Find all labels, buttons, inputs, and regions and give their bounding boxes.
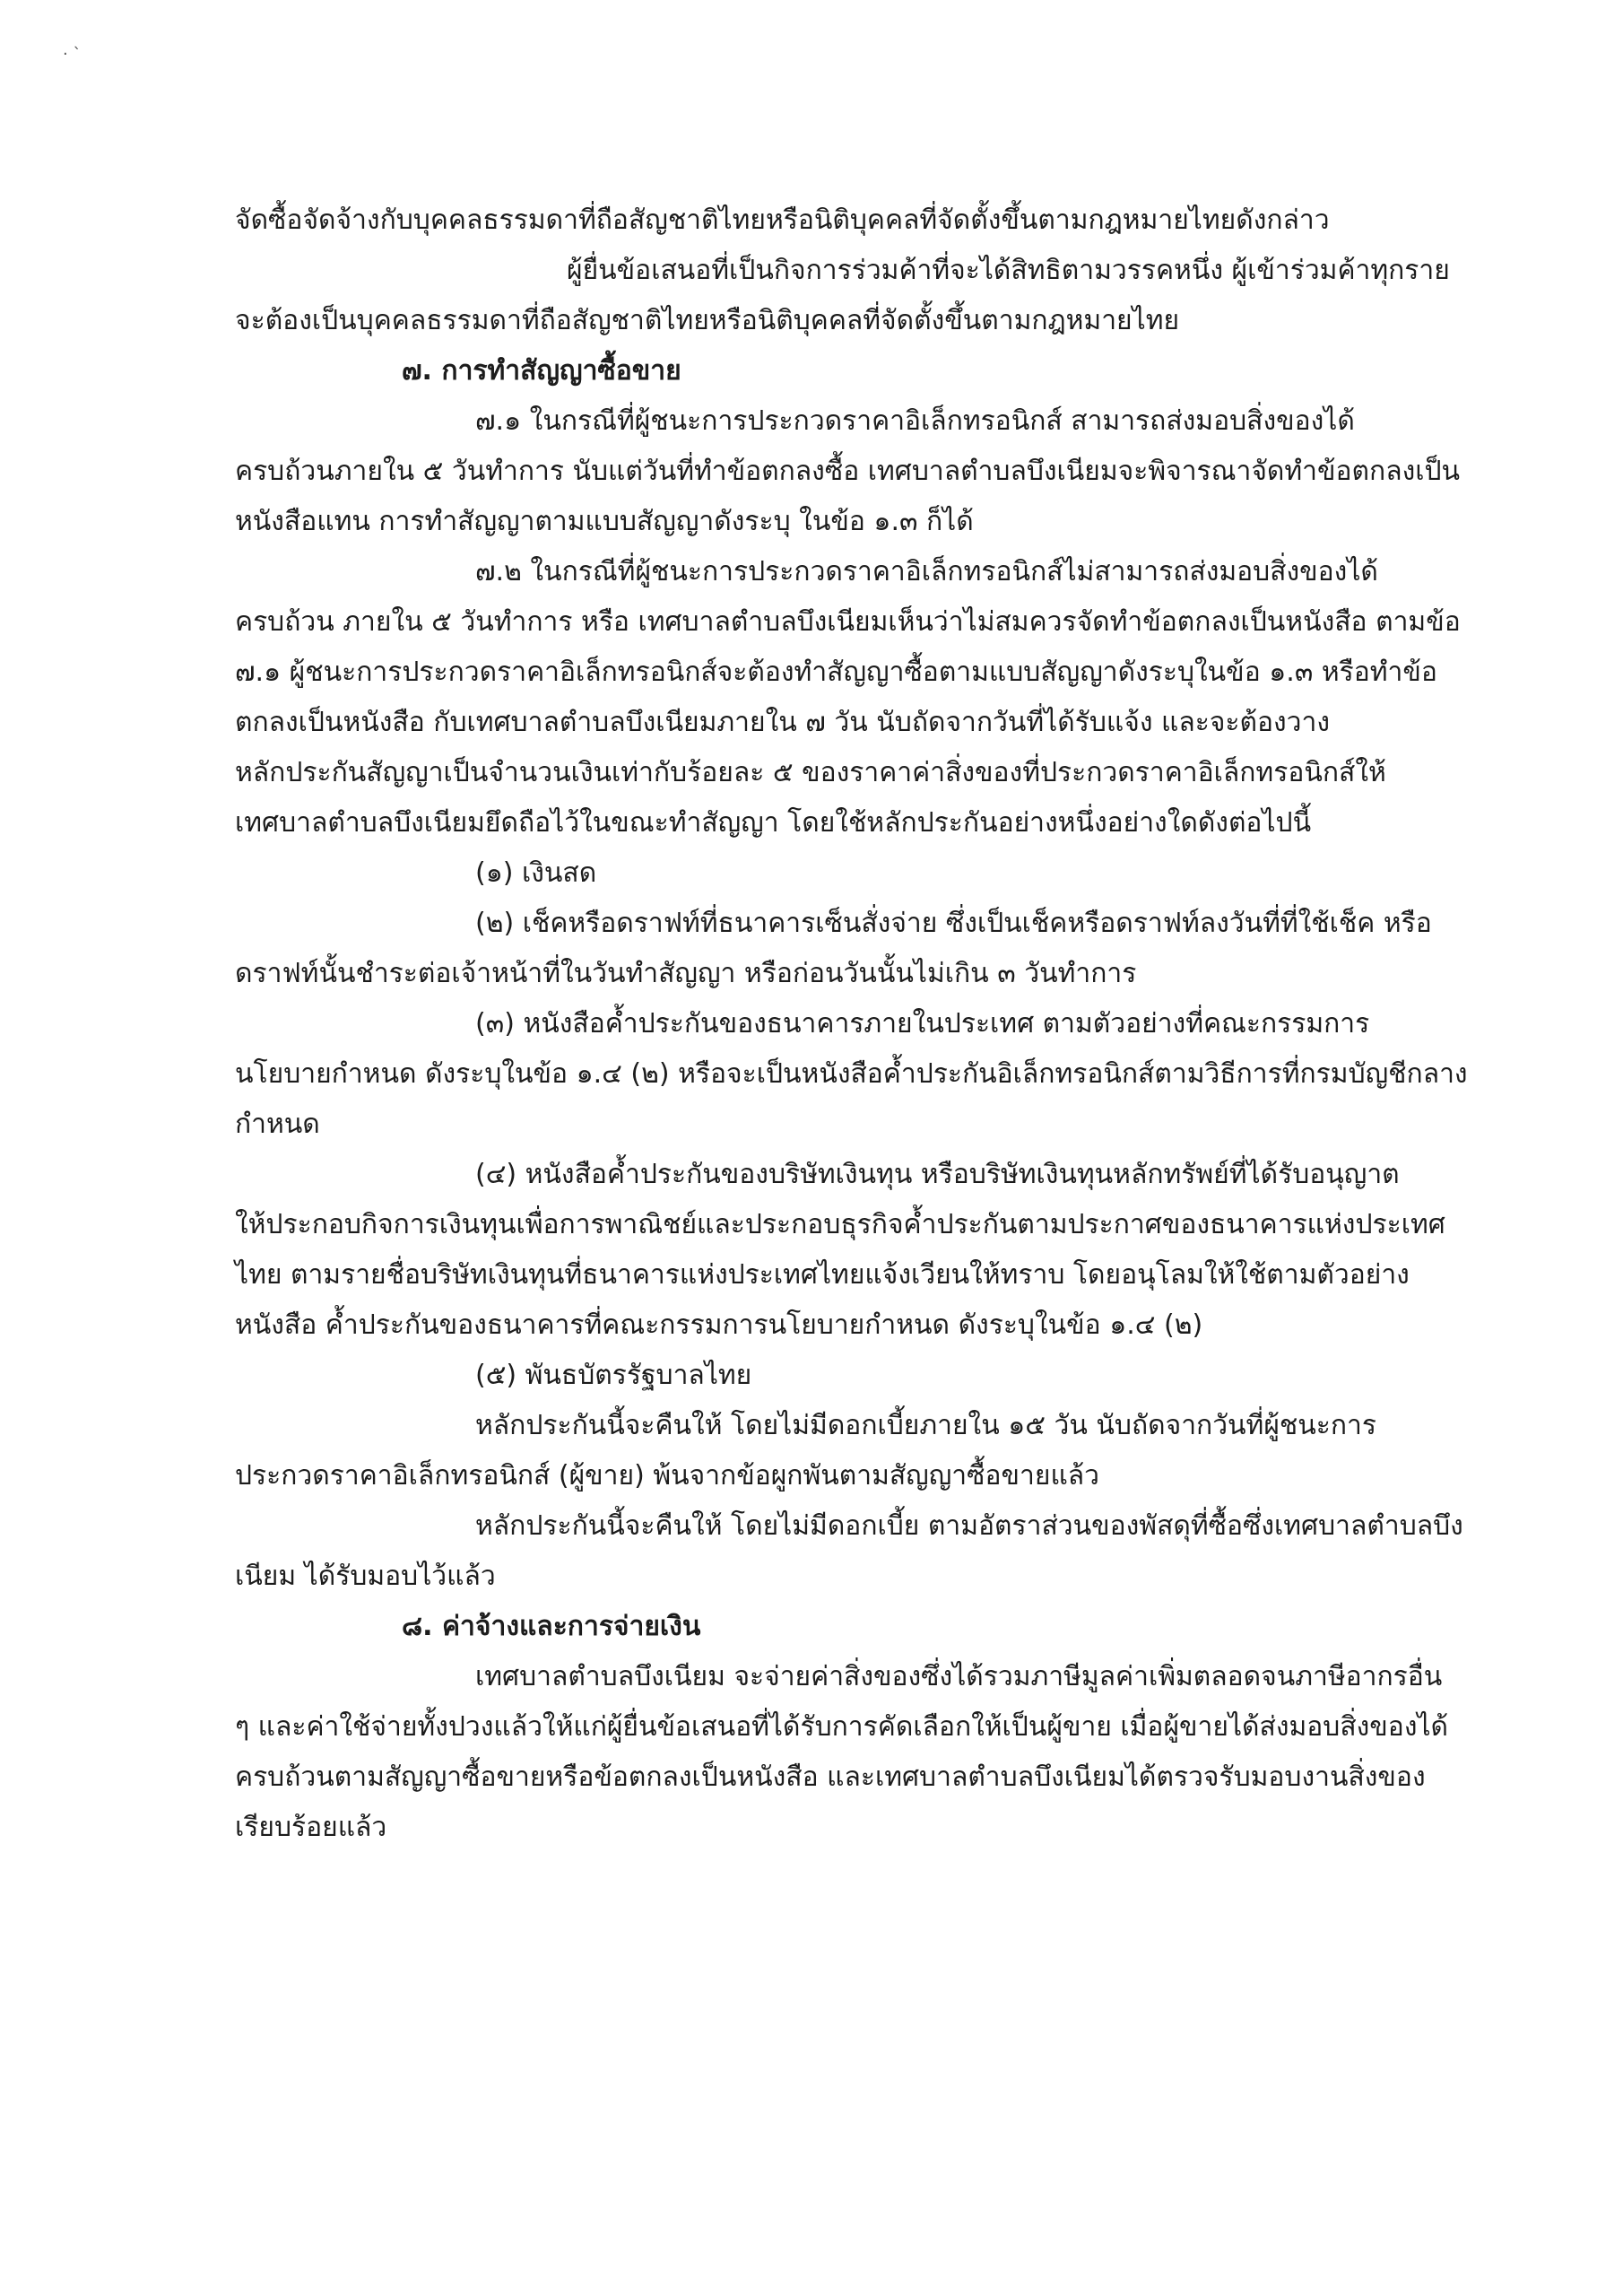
text-line: จะต้องเป็นบุคคลธรรมดาที่ถือสัญชาติไทยหรือนิติบุคคลที่จัดตั้งขึ้นตามกฎหมายไทย [235,305,1180,336]
text-line: ประกวดราคาอิเล็กทรอนิกส์ (ผู้ขาย) พ้นจากข้อผูกพันตามสัญญาซื้อขายแล้ว [235,1460,1100,1492]
text-line: หนังสือ ค้ำประกันของธนาคารที่คณะกรรมการนโยบายกำหนด ดังระบุในข้อ ๑.๔ (๒) [235,1309,1203,1341]
text-line: ตกลงเป็นหนังสือ กับเทศบาลตำบลบึงเนียมภายใน ๗ วัน นับถัดจากวันที่ได้รับแจ้ง และจะต้องวาง [235,707,1331,738]
text-line: (๓) หนังสือค้ำประกันของธนาคารภายในประเทศ ตามตัวอย่างที่คณะกรรมการ [475,1008,1370,1039]
text-line: เทศบาลตำบลบึงเนียมยึดถือไว้ในขณะทำสัญญา โดยใช้หลักประกันอย่างหนึ่งอย่างใดดังต่อไปนี้ [235,807,1312,839]
text-line: ดราฟท์นั้นชำระต่อเจ้าหน้าที่ในวันทำสัญญา หรือก่อนวันนั้นไม่เกิน ๓ วันทำการ [235,958,1137,989]
text-line: นโยบายกำหนด ดังระบุในข้อ ๑.๔ (๒) หรือจะเป็นหนังสือค้ำประกันอิเล็กทรอนิกส์ตามวิธีการที่กรมบัญชีกลาง [235,1058,1468,1090]
text-line: (๔) หนังสือค้ำประกันของบริษัทเงินทุน หรือบริษัทเงินทุนหลักทรัพย์ที่ได้รับอนุญาต [475,1159,1400,1190]
text-line: กำหนด [235,1109,320,1140]
text-line: ครบถ้วนภายใน ๕ วันทำการ นับแต่วันที่ทำข้อตกลงซื้อ เทศบาลตำบลบึงเนียมจะพิจารณาจัดทำข้อตกลงเป็น [235,456,1461,487]
text-line: ๗.๑ ผู้ชนะการประกวดราคาอิเล็กทรอนิกส์จะต้องทำสัญญาซื้อตามแบบสัญญาดังระบุในข้อ ๑.๓ หรือทำข้อ [235,657,1437,688]
scan-marks: · ˋ [63,45,82,64]
text-line: เทศบาลตำบลบึงเนียม จะจ่ายค่าสิ่งของซึ่งได้รวมภาษีมูลค่าเพิ่มตลอดจนภาษีอากรอื่น [475,1661,1443,1692]
text-line: เรียบร้อยแล้ว [235,1812,387,1843]
text-line: (๑) เงินสด [475,857,597,889]
text-line: ครบถ้วน ภายใน ๕ วันทำการ หรือ เทศบาลตำบลบึงเนียมเห็นว่าไม่สมควรจัดทำข้อตกลงเป็นหนังสือ ตามข้อ [235,606,1461,638]
text-line: (๕) พันธบัตรรัฐบาลไทย [475,1360,752,1391]
text-line: หลักประกันนี้จะคืนให้ โดยไม่มีดอกเบี้ยภายใน ๑๕ วัน นับถัดจากวันที่ผู้ชนะการ [475,1410,1377,1441]
text-line: ผู้ยื่นข้อเสนอที่เป็นกิจการร่วมค้าที่จะได้สิทธิตามวรรคหนึ่ง ผู้เข้าร่วมค้าทุกราย [567,255,1450,286]
text-line: ครบถ้วนตามสัญญาซื้อขายหรือข้อตกลงเป็นหนังสือ และเทศบาลตำบลบึงเนียมได้ตรวจรับมอบงานสิ่งของ [235,1761,1426,1793]
text-line: ๗.๑ ในกรณีที่ผู้ชนะการประกวดราคาอิเล็กทรอนิกส์ สามารถส่งมอบสิ่งของได้ [475,405,1355,437]
section-heading-7: ๗. การทำสัญญาซื้อขาย [402,355,681,387]
text-line: เนียม ได้รับมอบไว้แล้ว [235,1561,496,1592]
text-line: ๗.๒ ในกรณีที่ผู้ชนะการประกวดราคาอิเล็กทรอนิกส์ไม่สามารถส่งมอบสิ่งของได้ [475,556,1378,587]
text-line: ไทย ตามรายชื่อบริษัทเงินทุนที่ธนาคารแห่งประเทศไทยแจ้งเวียนให้ทราบ โดยอนุโลมให้ใช้ตามตัวอย่าง [235,1259,1410,1291]
text-line: หนังสือแทน การทำสัญญาตามแบบสัญญาดังระบุ ในข้อ ๑.๓ ก็ได้ [235,506,974,537]
text-line: จัดซื้อจัดจ้างกับบุคคลธรรมดาที่ถือสัญชาติไทยหรือนิติบุคคลที่จัดตั้งขึ้นตามกฎหมายไทยดังกล่าว [235,204,1330,236]
text-line: ๆ และค่าใช้จ่ายทั้งปวงแล้วให้แก่ผู้ยื่นข้อเสนอที่ได้รับการคัดเลือกให้เป็นผู้ขาย เมื่อผู้ขายได้ส่งมอบสิ่งของได้ [235,1711,1449,1743]
text-line: หลักประกันสัญญาเป็นจำนวนเงินเท่ากับร้อยละ ๕ ของราคาค่าสิ่งของที่ประกวดราคาอิเล็กทรอนิกส์ให้ [235,757,1386,788]
text-line: หลักประกันนี้จะคืนให้ โดยไม่มีดอกเบี้ย ตามอัตราส่วนของพัสดุที่ซื้อซึ่งเทศบาลตำบลบึง [475,1510,1463,1542]
section-heading-8: ๘. ค่าจ้างและการจ่ายเงิน [402,1611,701,1642]
text-line: (๒) เช็คหรือดราฟท์ที่ธนาคารเซ็นสั่งจ่าย ซึ่งเป็นเช็คหรือดราฟท์ลงวันที่ที่ใช้เช็ค หรือ [475,908,1432,939]
text-line: ให้ประกอบกิจการเงินทุนเพื่อการพาณิชย์และประกอบธุรกิจค้ำประกันตามประกาศของธนาคารแห่งประเทศ [235,1209,1445,1240]
